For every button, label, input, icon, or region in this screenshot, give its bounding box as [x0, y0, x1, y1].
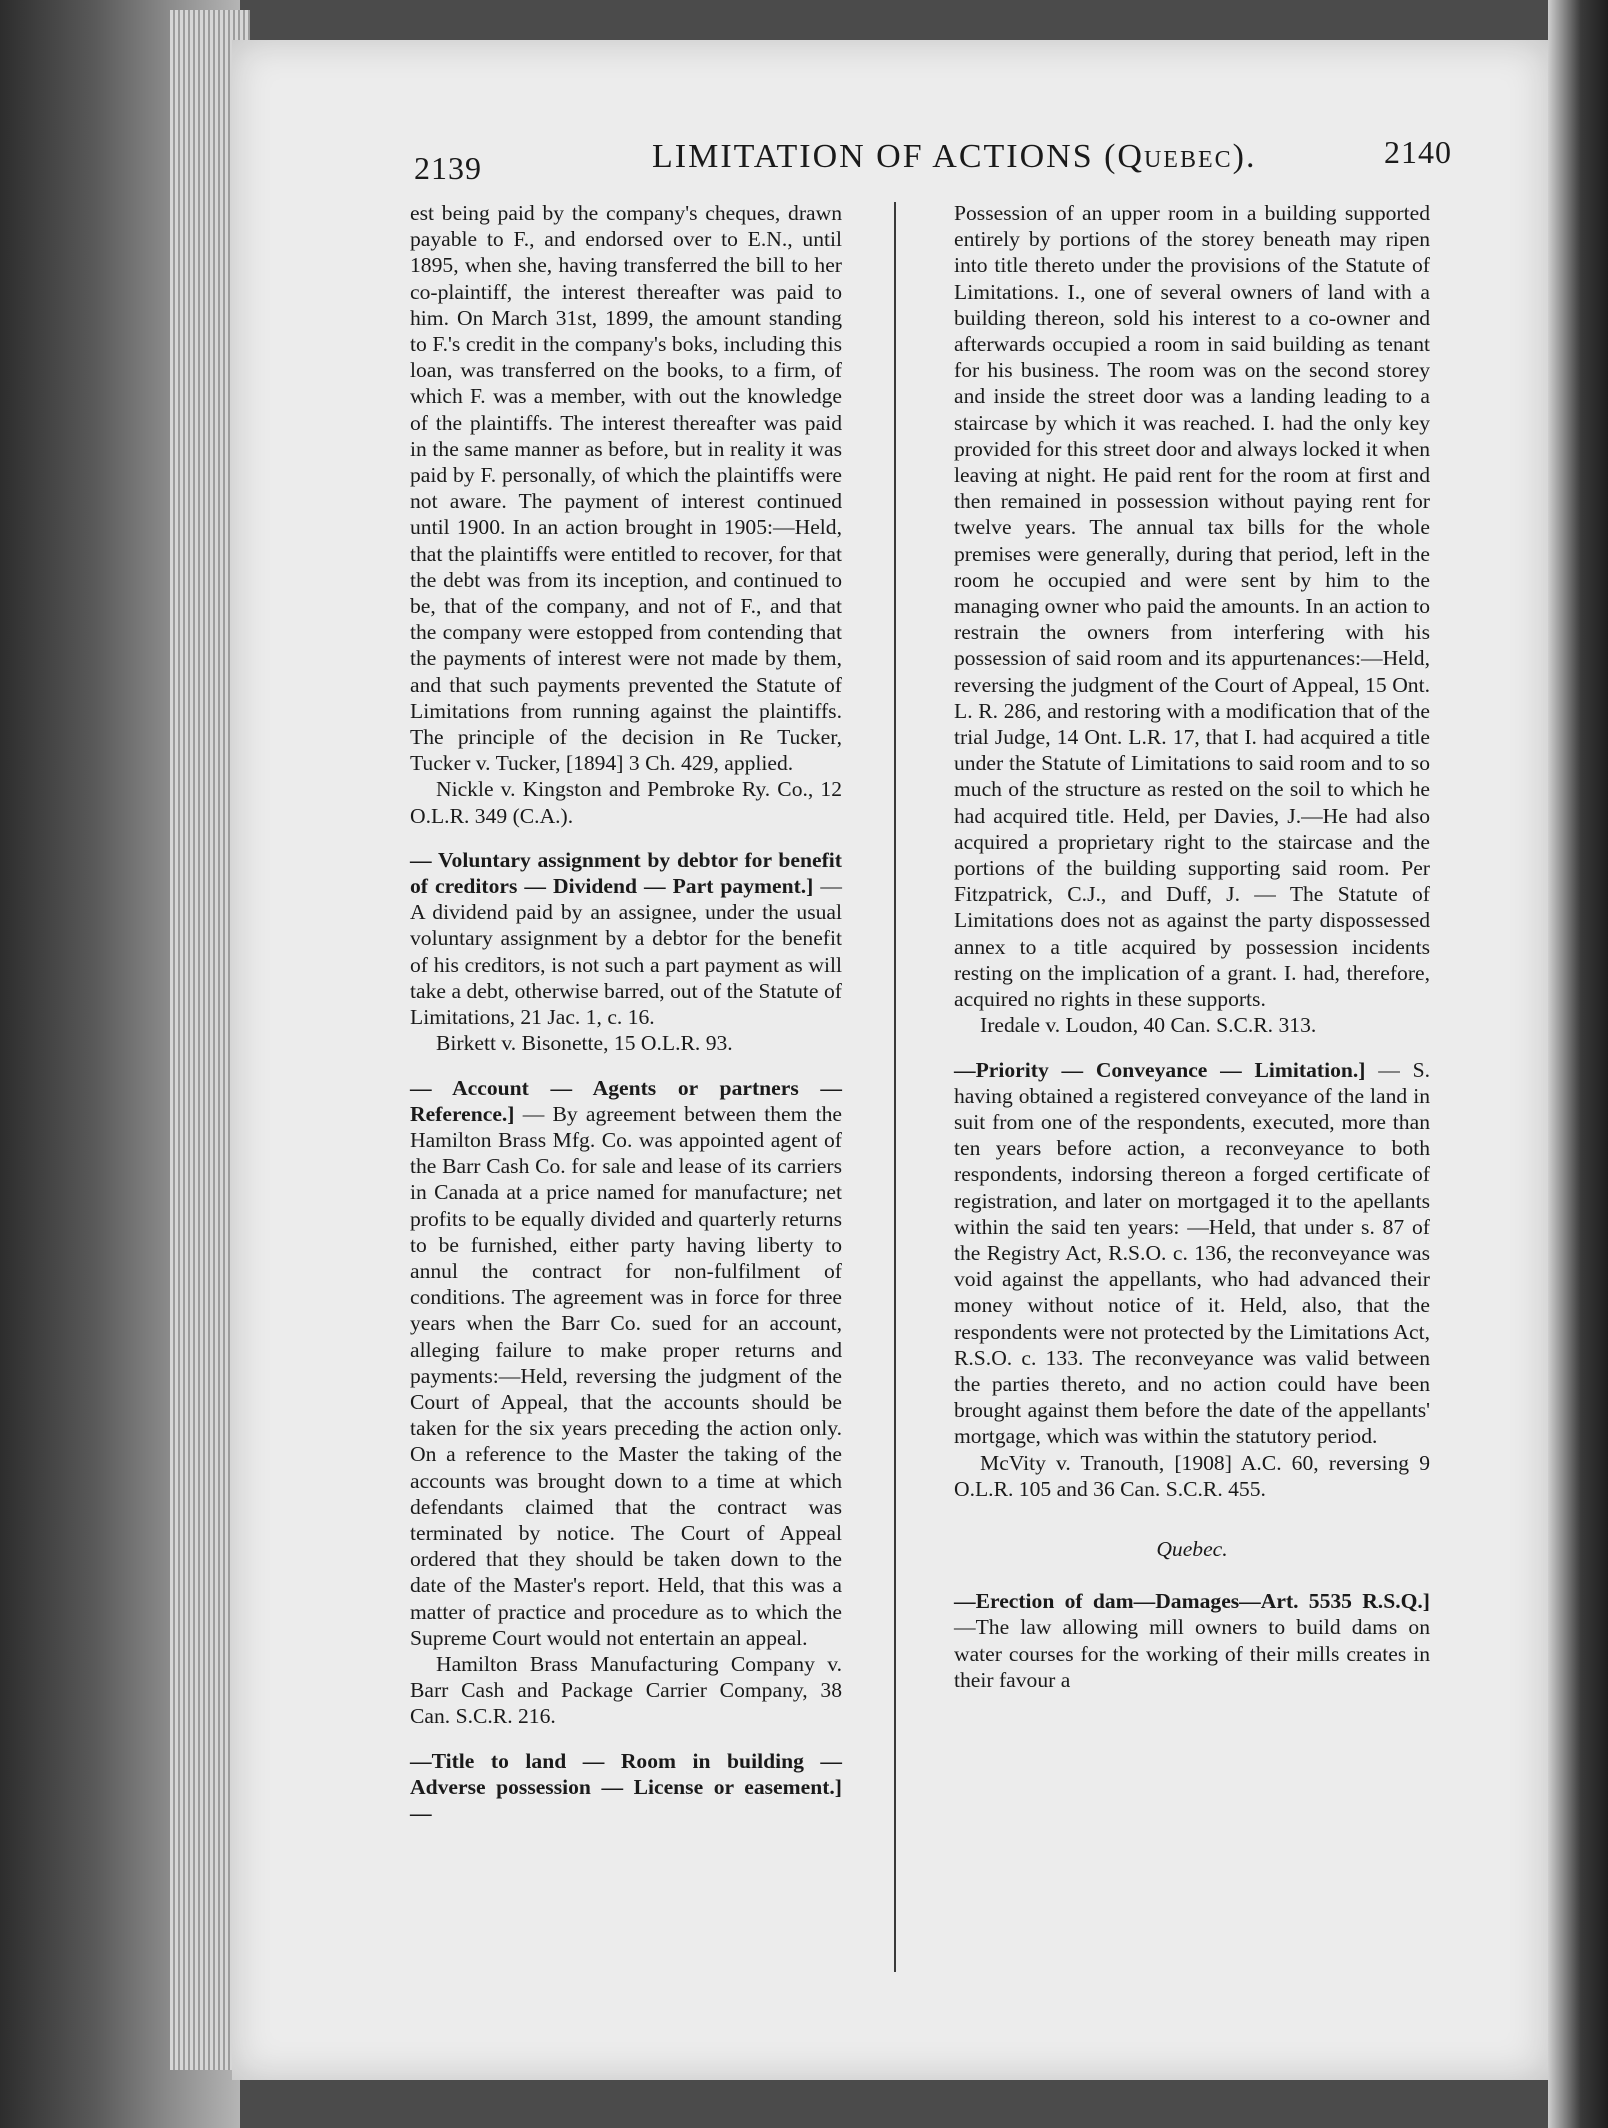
- running-head-title: [652, 138, 1256, 176]
- left-paragraph-1: est being paid by the company's cheques, drawn payable to F., and endorsed over to E.N., until 1895, when she, having transferred the bill to her co-plaintiff, the interest thereafter was paid to him. On March 31st, 1899, the amount standing to F.'s credit in the company's boks, including this loan, was transferred on the books, to a firm, of which F. was a member, with out the knowledge of the plaintiffs. The interest thereafter was paid in the same manner as before, but in reality it was paid by F. personally, of which the plaintiffs were not aware. The payment of interest continued until 1900. In an action brought in 1905:—Held, that the plaintiffs were entitled to recover, for that the debt was from its inception, and continued to be, that of the company, and not of F., and that the company were estopped from contending that the payments of interest were not made by them, and that such payments prevented the Statute of Limitations from running against the plaintiffs. The principle of the decision in Re Tucker, Tucker v. Tucker, [1894] 3 Ch. 429, applied.: [410, 201, 842, 776]
- left-entry-account-agents: [410, 1075, 842, 1651]
- entry-body: — S. having obtained a registered conveyance of the land in suit from one of the respondents, executed, more than ten years before action, a reconveyance to both respondents, indorsing thereon a forged certificate of registration, and later on mortgaged it to the apellants within the said ten years: —Held, that under s. 87 of the Registry Act, R.S.O. c. 136, the reconveyance was void against the appellants, who had advanced their money without notice of it. Held, also, that the respondents were not protected by the Limitations Act, R.S.O. c. 133. The reconveyance was valid between the parties thereto, and no action could have been brought against them before the date of the appellants' mortgage, which was within the statutory period.: [954, 1057, 1430, 1449]
- left-citation-2: Birkett v. Bisonette, 15 O.L.R. 93.: [436, 1031, 733, 1056]
- right-column: [954, 200, 1430, 1693]
- entry-heading: — Account — Agents or partners — Reference.]: [410, 1075, 842, 1126]
- entry-body: —The law allowing mill owners to build dams on water courses for the working of their mills creates in their favour a: [954, 1615, 1430, 1692]
- book-page: [232, 40, 1548, 2080]
- left-entry-voluntary-assignment: [410, 847, 842, 1030]
- left-citation-1: Nickle v. Kingston and Pembroke Ry. Co., 12 O.L.R. 349 (C.A.).: [410, 777, 842, 828]
- left-entry-title-to-land: [410, 1748, 842, 1827]
- entry-heading: —Title to land — Room in building — Adverse possession — License or easement.] —: [410, 1748, 842, 1825]
- entry-heading: —Erection of dam—Damages—Art. 5535 R.S.Q.]: [954, 1589, 1430, 1614]
- column-rule: [894, 202, 896, 1972]
- book-edge-right: [1548, 0, 1608, 2128]
- page-number-right: 2140: [1384, 134, 1452, 170]
- left-citation-3: Hamilton Brass Manufacturing Company v. Barr Cash and Package Carrier Company, 38 Can. S.C.R. 216.: [410, 1651, 842, 1729]
- right-entry-erection-of-dam: [954, 1588, 1430, 1693]
- entry-heading: — Voluntary assignment by debtor for benefit of creditors — Dividend — Part payment.]: [410, 847, 842, 899]
- right-entry-priority-conveyance: [954, 1057, 1430, 1450]
- left-column: [410, 200, 842, 1826]
- page-number-left: 2139: [414, 150, 482, 186]
- right-citation-2: McVity v. Tranouth, [1908] A.C. 60, reversing 9 O.L.R. 105 and 36 Can. S.C.R. 455.: [954, 1450, 1430, 1501]
- running-head-title-end: ).: [1232, 138, 1257, 175]
- section-heading-quebec: Quebec.: [1156, 1536, 1228, 1561]
- running-head: [232, 130, 1548, 190]
- right-citation-1: Iredale v. Loudon, 40 Can. S.C.R. 313.: [980, 1013, 1317, 1038]
- entry-heading: —Priority — Conveyance — Limitation.]: [954, 1057, 1366, 1082]
- entry-body: — By agreement between them the Hamilton Brass Mfg. Co. was appointed agent of the Barr Cash Co. for sale and lease of its carriers in Canada at a price named for manufacture; net profits to be equally divided and quarterly returns to be furnished, either party having liberty to annul the contract for non-fulfilment of conditions. The agreement was in force for three years when the Barr Co. sued for an account, alleging failure to make proper returns and payments:—Held, reversing the judgment of the Court of Appeal, that the accounts should be taken for the six years preceding the action only. On a reference to the Master the taking of the accounts was brought down to a time at which defendants claimed that the contract was terminated by notice. The Court of Appeal ordered that they should be taken down to the date of the Master's report. Held, that this was a matter of practice and procedure as to which the Supreme Court would not entertain an appeal.: [410, 1101, 842, 1650]
- entry-body: — A dividend paid by an assignee, under the usual voluntary assignment by a debtor for the benefit of his creditors, is not such a part payment as will take a debt, otherwise barred, out of the Statute of Limitations, 21 Jac. 1, c. 16.: [410, 874, 842, 1030]
- running-head-title-smallcaps: Quebec: [1117, 138, 1233, 175]
- right-paragraph-1: Possession of an upper room in a building supported entirely by portions of the storey beneath may ripen into title thereto under the provisions of the Statute of Limitations. I., one of several owners of land with a building thereon, sold his interest to a co-owner and afterwards occupied a room in said building as tenant for his business. The room was on the second storey and inside the street door was a landing leading to a staircase by which it was reached. I. had the only key provided for this street door and always locked it when leaving at night. He paid rent for the room at first and then remained in possession without paying rent for twelve years. The annual tax bills for the whole premises were generally, during that period, left in the room he occupied and were sent by him to the managing owner who paid the amounts. In an action to restrain the owners from interfering with his possession of said room and its appurtenances:—Held, reversing the judgment of the Court of Appeal, 15 Ont. L. R. 286, and restoring with a modification that of the trial Judge, 14 Ont. L.R. 17, that I. had acquired a title under the Statute of Limitations to said room and to so much of the structure as rested on the soil to which he had acquired title. Held, per Davies, J.—He had also acquired a proprietary right to the staircase and the portions of the building supporting said room. Per Fitzpatrick, C.J., and Duff, J. — The Statute of Limitations does not as against the party dispossessed annex to a title acquired by possession incidents resting on the implication of a grant. I. had, therefore, acquired no rights in these supports.: [954, 201, 1430, 1012]
- running-head-title-main: LIMITATION OF ACTIONS (: [652, 138, 1118, 175]
